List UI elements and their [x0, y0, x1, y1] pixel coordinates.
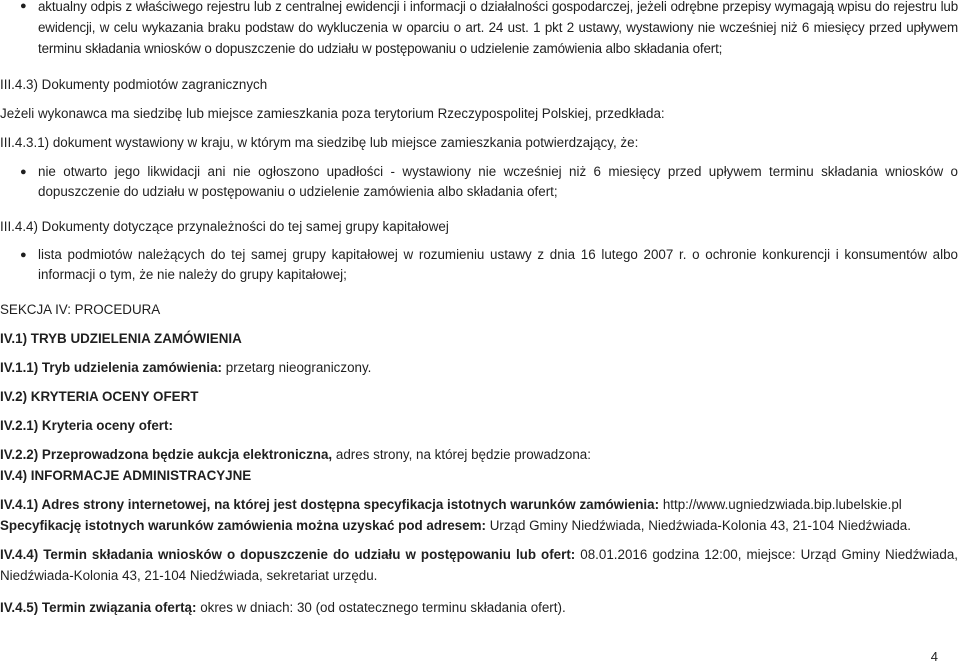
- subsection-heading: IV.1) TRYB UDZIELENIA ZAMÓWIENIA: [0, 331, 242, 346]
- bullet-icon: ●: [20, 166, 27, 178]
- section-heading: III.4.3) Dokumenty podmiotów zagranicznych: [0, 77, 268, 92]
- list-item: [20, 162, 958, 202]
- section-heading: III.4.4) Dokumenty dotyczące przynależności do tej samej grupy kapitałowej: [0, 219, 449, 234]
- field-row: [0, 544, 958, 586]
- field-label: IV.1.1) Tryb udzielenia zamówienia:: [0, 360, 223, 375]
- page-number: 4: [930, 649, 938, 664]
- list-item-text: aktualny odpis z właściwego rejestru lub z centralnej ewidencji i informacji o działalności gospodarczej, jeżeli odrębne przepisy wymagają wpisu do rejestru lub ewidencji, w celu wykazania braku podstaw do wykluczenia w oparciu o art. 24 ust. 1 pkt 2 ustawy, wystawiony nie wcześniej niż 6 miesięcy przed upływem terminu składania wniosków o dopuszczenie do udziału w postępowaniu o udzielenie zamówienia albo składania ofert;: [38, 0, 958, 56]
- field-row: [0, 515, 958, 536]
- list-item-text: lista podmiotów należących do tej samej grupy kapitałowej w rozumieniu ustawy z dnia 16 lutego 2007 r. o ochronie konkurencji i konsumentów albo informacji o tym, że nie należy do grupy kapitałowej;: [38, 247, 958, 282]
- field-value: okres w dniach: 30 (od ostatecznego terminu składania ofert).: [200, 600, 566, 615]
- bullet-icon: ●: [20, 0, 27, 12]
- field-label: IV.2.2) Przeprowadzona będzie aukcja elektroniczna,: [0, 447, 333, 462]
- list-item: [20, 0, 958, 59]
- field-label: IV.4.4) Termin składania wniosków o dopuszczenie do udziału w postępowaniu lub ofert:: [0, 547, 576, 562]
- field-row: [0, 444, 958, 465]
- subsection-heading: IV.4) INFORMACJE ADMINISTRACYJNE: [0, 468, 252, 483]
- field-label: Specyfikację istotnych warunków zamówienia można uzyskać pod adresem:: [0, 518, 486, 533]
- field-row: [0, 494, 958, 515]
- field-row: [0, 597, 958, 618]
- section-title: SEKCJA IV: PROCEDURA: [0, 302, 161, 317]
- list-item: [20, 245, 958, 285]
- paragraph: III.4.3.1) dokument wystawiony w kraju, w którym ma siedzibę lub miejsce zamieszkania potwierdzający, że:: [0, 135, 639, 150]
- paragraph: Jeżeli wykonawca ma siedzibę lub miejsce zamieszkania poza terytorium Rzeczypospolitej Polskiej, przedkłada:: [0, 106, 665, 121]
- bullet-icon: ●: [20, 249, 27, 261]
- field-value: adres strony, na której będzie prowadzona:: [335, 447, 591, 462]
- subsection-heading: IV.2) KRYTERIA OCENY OFERT: [0, 389, 199, 404]
- field-value: http://www.ugniedzwiada.bip.lubelskie.pl: [662, 497, 902, 512]
- field-row: [0, 357, 958, 378]
- field-value: 08.01.2016 godzina 12:00, miejsce: Urząd Gminy Niedźwiada, Niedźwiada-Kolonia 43, 21-104 Niedźwiada, sekretariat urzędu.: [0, 547, 958, 583]
- field-value: Urząd Gminy Niedźwiada, Niedźwiada-Kolonia 43, 21-104 Niedźwiada.: [489, 518, 911, 533]
- field-label: IV.4.1) Adres strony internetowej, na której jest dostępna specyfikacja istotnych warunków zamówienia:: [0, 497, 660, 512]
- subsection-heading: IV.2.1) Kryteria oceny ofert:: [0, 418, 173, 433]
- field-value: przetarg nieograniczony.: [225, 360, 372, 375]
- field-label: IV.4.5) Termin związania ofertą:: [0, 600, 197, 615]
- list-item-text: nie otwarto jego likwidacji ani nie ogłoszono upadłości - wystawiony nie wcześniej niż 6 miesięcy przed upływem terminu składania wniosków o dopuszczenie do udziału w postępowaniu o udzielenie zamówienia albo składania ofert;: [38, 164, 958, 199]
